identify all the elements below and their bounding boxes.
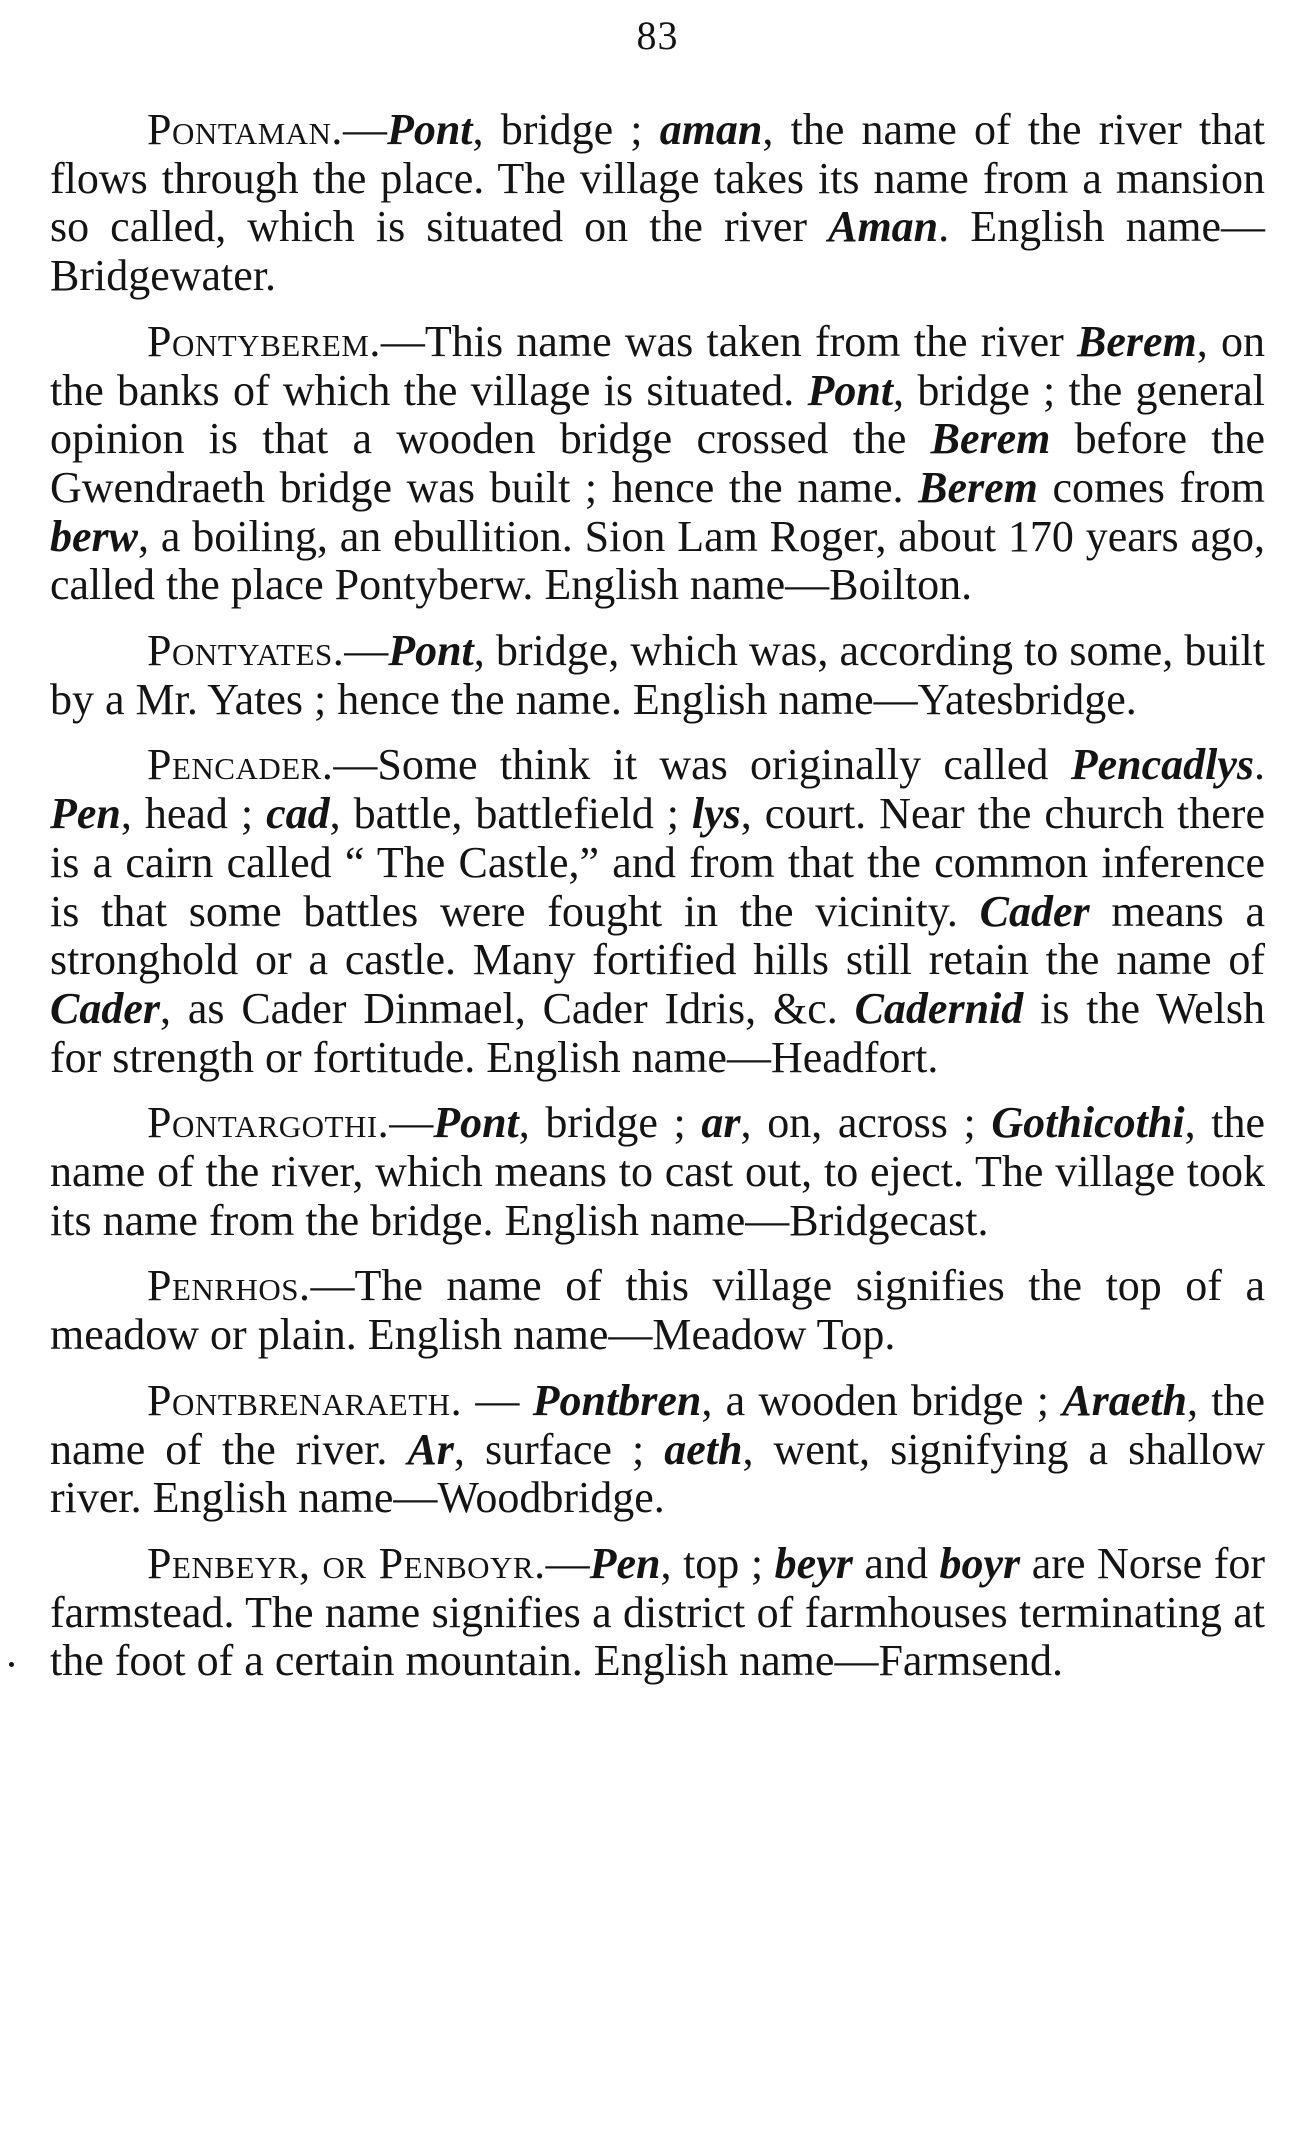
entry-headword: Pontargothi. [147,1098,390,1148]
entry-list [50,106,1265,1703]
entry-headword: Penrhos. [147,1261,311,1311]
entry-pontaman [50,106,1265,301]
entry-body: —Pont, bridge, which was, according to some, built by a Mr. Yates ; hence the name. English name—Yatesbridge. [50,626,1265,724]
entry-penrhos [50,1262,1265,1359]
entry-headword: Penbeyr, or Penboyr. [147,1538,546,1588]
entry-body: —Some think it was originally called Pencadlys. Pen, head ; cad, battle, battlefield ; lys, court. Near the church there is a cairn called “ The Castle,” and from that the common inference is that some battles were fought in the vicinity. Cader means a stronghold or a castle. Many fortified hills still retain the name of Cader, as Cader Dinmael, Cader Idris, &c. Cadernid is the Welsh for strength or fortitude. English name—Headfort. [50,740,1265,1082]
entry-pontyberem [50,318,1265,610]
entry-body: —This name was taken from the river Berem, on the banks of which the village is situated. Pont, bridge ; the general opinion is that a wooden bridge crossed the Berem before the Gwendraeth bridge was built ; hence the name. Berem comes from berw, a boiling, an ebullition. Sion Lam Roger, about 170 years ago, called the place Pontyberw. English name—Boilton. [50,316,1266,610]
entry-pontbrenaraeth [50,1377,1265,1523]
entry-penbeyr [50,1540,1265,1686]
entry-headword: Pontaman. [147,105,343,154]
entry-headword: Pencader. [147,740,334,790]
entry-body: — Pontbren, a wooden bridge ; Araeth, the name of the river. Ar, surface ; aeth, went, signifying a shallow river. English name—Woodbridge. [50,1375,1265,1523]
entry-headword: Pontyberem. [147,316,381,366]
entry-body: —Pen, top ; beyr and boyr are Norse for farmstead. The name signifies a district of farmhouses terminating at the foot of a certain mountain. English name—Farmsend. [50,1538,1265,1686]
entry-body: —Pont, bridge ; ar, on, across ; Gothicothi, the name of the river, which means to cast out, to eject. The village took its name from the bridge. English name—Bridgecast. [50,1098,1265,1245]
entry-body: —The name of this village signifies the top of a meadow or plain. English name—Meadow Top. [50,1261,1265,1360]
page-number: 83 [636,13,679,58]
entry-headword: Pontyates. [147,626,345,676]
entry-pontyates [50,627,1265,724]
entry-headword: Pontbrenaraeth. [147,1375,463,1425]
stray-ink-mark [9,1662,14,1667]
entry-pencader [50,741,1265,1082]
entry-pontargothi [50,1099,1265,1245]
entry-body: —Pont, bridge ; aman, the name of the river that flows through the place. The village takes its name from a mansion so called, which is situated on the river Aman. English name—Bridgewater. [50,105,1265,301]
